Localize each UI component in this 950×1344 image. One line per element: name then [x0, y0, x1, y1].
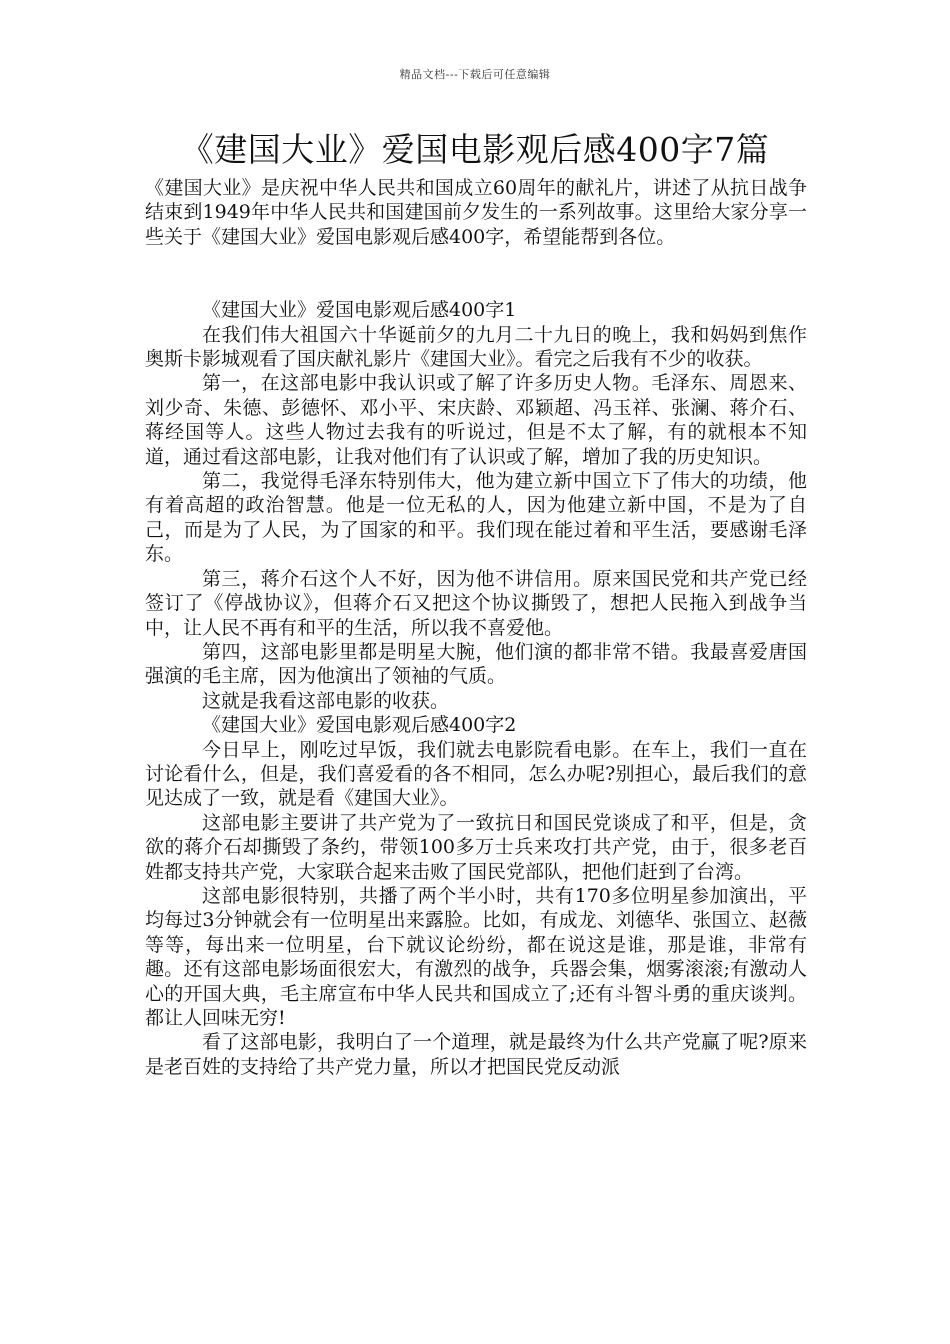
section-1-paragraph: 第四，这部电影里都是明星大腕，他们演的都非常不错。我最喜爱唐国强演的毛主席，因为他演出了领袖的气质。 — [145, 640, 807, 688]
document-body — [145, 176, 807, 1079]
section-1-paragraph: 第一，在这部电影中我认识或了解了许多历史人物。毛泽东、周恩来、刘少奇、朱德、彭德怀、邓小平、宋庆龄、邓颖超、冯玉祥、张澜、蒋介石、蒋经国等人。这些人物过去我有的听说过，但是不太了解，有的就根本不知道，通过看这部电影，让我对他们有了认识或了解，增加了我的历史知识。 — [145, 372, 807, 468]
section-2-paragraph: 看了这部电影，我明白了一个道理，就是最终为什么共产党赢了呢?原来是老百姓的支持给了共产党力量，所以才把国民党反动派 — [145, 1031, 807, 1078]
section-spacer — [145, 249, 807, 298]
section-1-paragraph: 第三，蒋介石这个人不好，因为他不讲信用。原来国民党和共产党已经签订了《停战协议》，但蒋介石又把这个协议撕毁了，想把人民拖入到战争当中，让人民不再有和平的生活，所以我不喜爱他。 — [145, 567, 807, 639]
document-title: 《建国大业》爱国电影观后感400字7篇 — [180, 130, 770, 169]
section-1-paragraph: 在我们伟大祖国六十华诞前夕的九月二十九日的晚上，我和妈妈到焦作奥斯卡影城观看了国庆献礼影片《建国大业》。看完之后我有不少的收获。 — [145, 323, 807, 371]
section-1-heading: 《建国大业》爱国电影观后感400字1 — [202, 299, 517, 322]
section-2-paragraph: 这部电影主要讲了共产党为了一致抗日和国民党谈成了和平，但是，贪欲的蒋介石却撕毁了条约，带领100多万士兵来攻打共产党，由于，很多老百姓都支持共产党，大家联合起来击败了国民党部队，把他们赶到了台湾。 — [145, 811, 807, 883]
section-2-paragraph: 这部电影很特别，共播了两个半小时，共有170多位明星参加演出，平均每过3分钟就会有一位明星出来露脸。比如，有成龙、刘德华、张国立、赵薇等等，每出来一位明星，台下就议论纷纷，都在说这是谁，那是谁，非常有趣。还有这部电影场面很宏大，有激烈的战争，兵器会集，烟雾滚滚;有激动人心的开国大典，毛主席宣布中华人民共和国成立了;还有斗智斗勇的重庆谈判。都让人回味无穷! — [145, 884, 807, 1029]
intro-paragraph: 《建国大业》是庆祝中华人民共和国成立60周年的献礼片，讲述了从抗日战争结束到1949年中华人民共和国建国前夕发生的一系列故事。这里给大家分享一些关于《建国大业》爱国电影观后感400字，希望能帮到各位。 — [145, 177, 807, 248]
section-2-paragraph: 今日早上，刚吃过早饭，我们就去电影院看电影。在车上，我们一直在讨论看什么，但是，我们喜爱看的各不相同，怎么办呢?别担心，最后我们的意见达成了一致，就是看《建国大业》。 — [145, 738, 807, 810]
section-1-paragraph: 第二，我觉得毛泽东特别伟大，他为建立新中国立下了伟大的功绩，他有着高超的政治智慧。他是一位无私的人，因为他建立新中国，不是为了自己，而是为了人民，为了国家的和平。我们现在能过着和平生活，要感谢毛泽东。 — [145, 470, 807, 566]
section-2-heading: 《建国大业》爱国电影观后感400字2 — [202, 714, 517, 737]
header-note: 精品文档---下载后可任意编辑 — [399, 68, 551, 81]
section-1-paragraph: 这就是我看这部电影的收获。 — [202, 689, 450, 712]
